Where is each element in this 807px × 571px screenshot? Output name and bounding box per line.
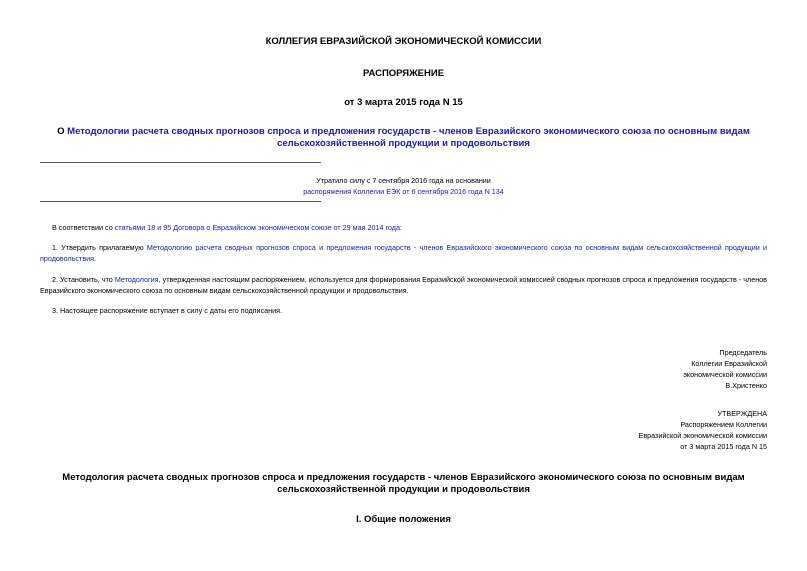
methodology-short-link[interactable]: Методология [114,275,159,284]
item-1-before: 1. Утвердить прилагаемую [52,243,147,252]
status-top-rule [40,162,321,163]
doc-title-prefix: О [57,126,68,137]
status-bottom-rule [40,201,321,202]
approval-line2: Распоряжением Коллегии [680,420,767,429]
signature-line1: Председатель [719,348,767,357]
item-1-paragraph [40,242,767,264]
doc-title-line1 [40,126,767,138]
approval-block [467,408,767,452]
status-repeal-link[interactable]: распоряжения Коллегии ЕЭК от 6 сентября 2016 года N 134 [303,187,504,196]
doc-title-link-line2[interactable]: сельскохозяйственной продукции и продовольствия [277,138,530,149]
methodology-title [40,472,767,496]
doc-date-number: от 3 марта 2015 года N 15 [344,97,463,108]
item-2-after: , утвержденная настоящим распоряжением, используется для формирования Евразийской экономической комиссией сводных прогнозов спроса и предложения государств - членов Евразийского экономического союза по основным видам сельскохозяйственной продукции и продовольствия. [40,275,767,295]
item-2-paragraph [40,274,767,296]
methodology-title-line1: Методология расчета сводных прогнозов спроса и предложения государств - членов Евразийского экономического союза по основным видам [62,472,745,483]
org-heading: КОЛЛЕГИЯ ЕВРАЗИЙСКОЙ ЭКОНОМИЧЕСКОЙ КОМИССИИ [265,36,542,47]
signature-line4: В.Христенко [725,381,767,390]
signature-block [467,347,767,391]
status-text: Утратило силу с 7 сентября 2016 года на основании [316,176,491,185]
signature-line3: экономической комиссии [683,370,767,379]
methodology-title-line2: сельскохозяйственной продукции и продовольствия [277,484,530,495]
doc-type-heading: РАСПОРЯЖЕНИЕ [362,68,445,79]
doc-title [40,126,767,150]
preamble-before: В соответствии со [52,223,115,232]
preamble-after: : [399,223,402,232]
doc-title-link[interactable]: Методологии расчета сводных прогнозов спроса и предложения государств - членов Евразийского экономического союза по основным видам [67,126,750,137]
section-1-heading: I. Общие положения [356,514,451,525]
preamble-paragraph [40,222,767,233]
treaty-articles-link[interactable]: статьями 18 и 95 Договора о Евразийском экономическом союзе от 29 мая 2014 года [114,223,400,232]
approval-line4: от 3 марта 2015 года N 15 [680,442,767,451]
item-3-paragraph: 3. Настоящее распоряжение вступает в силу с даты его подписания. [52,306,283,315]
item-2-before: 2. Установить, что [52,275,115,284]
methodology-link[interactable]: Методологию расчета сводных прогнозов спроса и предложения государств - членов Евразийского экономического союза по основным видам сельскохозяйственной продукции и продовольствия [40,243,767,263]
item-1-after: . [94,254,97,263]
approval-line3: Евразийской экономической комиссии [638,431,767,440]
approval-line1: УТВЕРЖДЕНА [717,409,767,418]
signature-line2: Коллегии Евразийской [691,359,767,368]
